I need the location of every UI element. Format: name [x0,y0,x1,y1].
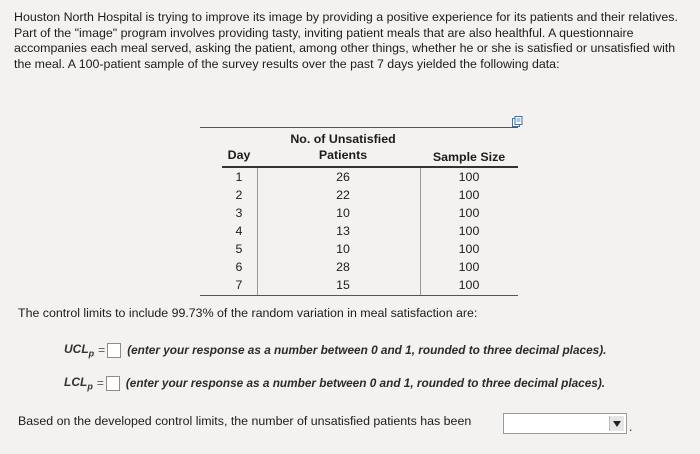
conclusion-dropdown[interactable] [503,413,627,434]
table-cell-day: 1 [235,170,243,184]
ucl-answer-input[interactable] [107,343,121,358]
column-divider [420,168,421,295]
table-cell-unsatisfied: 10 [336,206,350,220]
lcl-row [64,373,605,393]
problem-intro: Houston North Hospital is trying to improve its image by providing a positive experience for its patients and their relatives. Part of the "image" program involves providing tasty, inviting patient meals that are also healthful. A questionnaire accompanies each meal served, asking the patient, among other things, whether he or she is satisfied or unsatisfied with the meal. A 100-patient sample of the survey results over the past 7 days yielded the following data: [14,10,678,71]
table-cell-unsatisfied: 28 [336,260,350,274]
header-unsatisfied-line1: No. of Unsatisfied [290,132,396,146]
table-top-rule [200,127,518,128]
table-cell-sample: 100 [458,278,480,292]
ucl-label: $UCL_p$ [64,341,95,359]
table-cell-sample: 100 [458,170,480,184]
table-cell-sample: 100 [458,206,480,220]
conclusion-period: . [629,420,633,434]
table-cell-sample: 100 [458,224,480,238]
table-cell-unsatisfied: 10 [336,242,350,256]
copy-icon[interactable] [512,116,523,127]
ucl-hint: (enter your response as a number between 0 and 1, rounded to three decimal places). [127,343,607,357]
table-cell-day: 6 [235,260,243,274]
table-cell-unsatisfied: 26 [336,170,350,184]
table-cell-day: 4 [235,224,243,238]
header-sample-size: Sample Size [432,150,506,164]
lcl-answer-input[interactable] [106,376,120,391]
table-cell-day: 2 [235,188,243,202]
dropdown-arrow-icon[interactable] [609,416,624,431]
control-limits-question: The control limits to include 99.73% of the random variation in meal satisfaction are: [18,306,478,320]
conclusion-text: Based on the developed control limits, the number of unsatisfied patients has been [18,414,472,428]
table-cell-sample: 100 [458,188,480,202]
table-cell-unsatisfied: 22 [336,188,350,202]
table-cell-day: 3 [235,206,243,220]
table-cell-sample: 100 [458,260,480,274]
header-day: Day [227,148,251,162]
ucl-equals: = [98,343,106,357]
column-divider [257,168,258,295]
header-unsatisfied-line2: Patients [318,148,368,162]
table-cell-sample: 100 [458,242,480,256]
table-bottom-rule [200,295,518,296]
table-cell-day: 7 [235,278,243,292]
table-cell-unsatisfied: 13 [336,224,350,238]
lcl-label: $LCL_p$ [64,374,93,392]
lcl-hint: (enter your response as a number between 0 and 1, rounded to three decimal places). [125,376,606,390]
table-cell-unsatisfied: 15 [336,278,350,292]
table-cell-day: 5 [235,242,243,256]
lcl-equals: = [96,376,104,390]
ucl-row [64,340,606,360]
